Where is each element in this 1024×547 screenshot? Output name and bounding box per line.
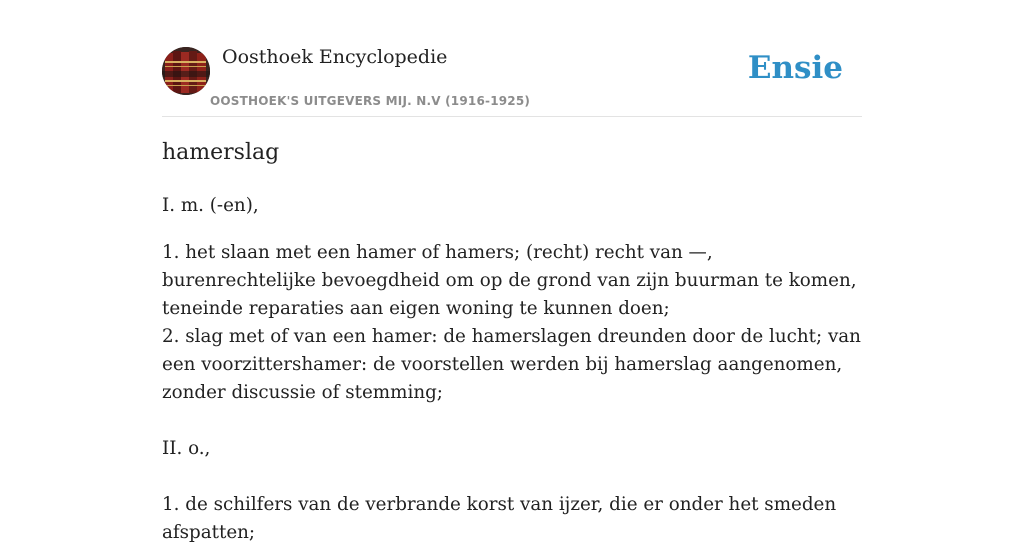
- sense-1-definition-1: 1. het slaan met een hamer of hamers; (recht) recht van —, burenrechtelijke bevoegdheid om op de grond van zijn buurman te komen, teneinde reparaties aan eigen woning te kunnen doen;: [162, 242, 857, 319]
- ensie-logo-link[interactable]: Ensie: [747, 50, 843, 86]
- sense-2-heading: II. o.,: [162, 438, 211, 459]
- site-title[interactable]: Oosthoek Encyclopedie: [222, 46, 448, 68]
- publisher-subtitle: OOSTHOEK'S UITGEVERS MIJ. N.V (1916-1925): [210, 94, 531, 108]
- sense-1-heading: I. m. (-en),: [162, 195, 259, 216]
- site-header: [162, 0, 862, 117]
- entry-title: hamerslag: [162, 140, 280, 165]
- sense-2-definition-1: 1. de schilfers van de verbrande korst van ijzer, die er onder het smeden afspatten;: [162, 494, 837, 543]
- sense-1-definition-2: 2. slag met of van een hamer: de hamerslagen dreunden door de lucht; van een voorzittershamer: de voorstellen werden bij hamerslag aangenomen, zonder discussie of stemming;: [162, 326, 861, 403]
- page-container: [162, 0, 862, 543]
- entry-body: [162, 192, 862, 547]
- encyclopedia-books-icon[interactable]: [162, 47, 210, 95]
